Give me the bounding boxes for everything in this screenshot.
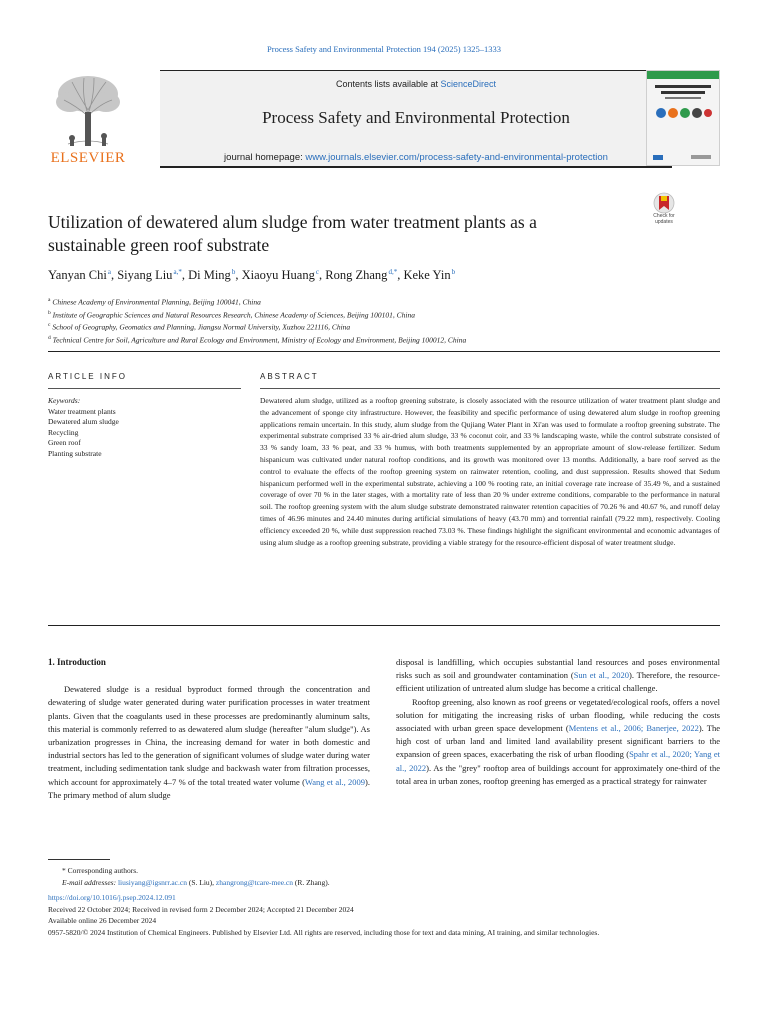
author-name[interactable]: Di Ming [188,268,231,283]
email-link[interactable]: zhangrong@tcare-mee.cn [215,877,293,887]
affiliation-text: Technical Centre for Soil, Agriculture and Rural Ecology and Environment, Ministry of Ecology and Environment, Beijing 100012, China [52,335,467,344]
author-affiliation-marker[interactable]: d,* [388,268,398,276]
journal-homepage [160,152,672,163]
abstract-divider [48,625,720,626]
citation-link[interactable]: Spahr et al., 2020; Yang et al., 2022 [396,749,721,773]
affiliation-text: School of Geography, Geomatics and Planning, Jiangsu Normal University, Xuzhou 221116, China [52,322,351,332]
author-name[interactable]: Siyang Liu [117,268,173,283]
email-addresses [48,877,720,889]
journal-citation-line[interactable]: Process Safety and Environmental Protection 194 (2025) 1325–1333 [267,44,501,54]
footnote-rule [48,859,110,860]
paragraph-text: disposal is landfilling, which occupies substantial land resources and poses environmental risks such as soil and groundwater contamination ( [396,657,720,681]
header-divider [48,351,720,352]
citation-link[interactable]: Wang et al., 2009 [304,776,366,787]
body-paragraph [396,656,720,696]
email-owner: (S. Liu), [186,877,216,887]
author-name[interactable]: Xiaoyu Huang [241,268,315,283]
author-affiliation-marker[interactable]: a,* [173,268,182,276]
homepage-label: journal homepage: [224,152,306,163]
journal-cover-thumbnail[interactable] [646,70,720,166]
journal-name[interactable]: Process Safety and Environmental Protection [262,108,570,127]
keywords-label: Keywords: [48,396,81,405]
citation-link[interactable]: Sun et al., 2020 [573,670,630,681]
check-updates-label: Check for updates [653,213,675,225]
masthead-top-rule [160,70,672,71]
citation-link[interactable]: Mentens et al., 2006; Banerjee, 2022 [568,723,699,734]
affiliation-text: Chinese Academy of Environmental Planning, Beijing 100041, China [52,297,261,307]
author-affiliation-marker[interactable]: b [231,268,236,276]
homepage-link[interactable]: www.journals.elsevier.com/process-safety-and-environmental-protection [305,152,608,163]
doi-link[interactable]: https://doi.org/10.1016/j.psep.2024.12.091 [48,893,176,902]
journal-masthead [48,70,720,166]
contents-availability [160,79,672,89]
check-for-updates-badge[interactable] [646,192,682,232]
affiliation-marker: c [48,322,51,328]
body-paragraph [396,696,720,788]
paragraph-text: Rooftop greening, also known as roof greens or vegetated/ecological roofs, offers a novel solution for mitigating the increasing risks of urban flooding, while reducing the costs associated with urban green space development ( [396,696,720,734]
affiliation-item [48,295,720,308]
corresponding-authors-note: * Corresponding authors. [62,866,139,875]
elsevier-wordmark[interactable]: ELSEVIER [50,150,126,166]
author-name[interactable]: Keke Yin [403,268,451,283]
body-paragraph [48,683,370,802]
article-title: Utilization of dewatered alum sludge from water treatment plants as a sustainable green roof substrate [48,212,537,255]
abstract-rule [260,388,720,389]
paragraph-text: ). As the "grey" rooftop area of buildings account for approximately one-third of the total area in urban zones, rooftop greening has emerged as a practical strategy for rainwater [396,762,720,786]
affiliation-list [48,295,720,345]
email-label: E-mail addresses: [62,877,118,887]
keywords-block [48,396,241,459]
footnotes [48,865,720,938]
paragraph-text: ). The primary method of alum sludge [48,776,370,800]
keyword-item: Recycling [48,427,79,437]
abstract-heading: ABSTRACT [260,372,319,381]
bookmark-icon [646,192,682,214]
author-affiliation-marker[interactable]: c [315,268,320,276]
paragraph-text: Dewatered sludge is a residual byproduct formed through the concentration and dewatering of sludge water generated during water purification processes in water treatment plants. Given that the coagulants used in these processes are predominantly aluminum salts, this material is commonly referred to as dewatered alum sludge (hereafter "alum sludge"). As urbanization progresses in China, the increasing demand for water in both domestic and industrial sectors has led to the generation of significant volumes of sludge water during water treatment, including sedimentation tank sludge and backwash water from filtration processes, which account for approximately 4–7 % of the total treated water volume ( [48,684,370,787]
email-link[interactable]: liusiyang@igsnrr.ac.cn [117,877,187,887]
article-info-heading: ARTICLE INFO [48,372,127,381]
author-list: Yanyan Chi $^a$, Siyang Liu $^{a,*}$, Di Ming $^b$, Xiaoyu Huang $^c$, Rong Zhang $^{d,*}$, Keke Yin $^b$ [48,268,456,283]
masthead-bottom-rule [160,166,672,168]
affiliation-item [48,308,720,321]
email-owner: (R. Zhang). [293,877,330,887]
paragraph-text: ). The high cost of urban land and limited land availability present significant barriers to the expansion of green spaces, exacerbating the risk of urban flooding ( [396,723,720,760]
affiliation-item [48,333,720,346]
masthead-banner [160,70,672,166]
paragraph-text: ). Therefore, the resource-efficient utilization of untreated alum sludge has become a critical challenge. [396,670,721,694]
copyright-notice: 0957-5820/© 2024 Institution of Chemical Engineers. Published by Elsevier Ltd. All rights are reserved, including those for text and data mining, AI training, and similar technologies. [48,927,600,937]
contents-prefix: Contents lists available at [335,79,441,89]
article-info-rule [48,388,241,389]
introduction-heading: 1. Introduction [48,657,106,667]
keyword-item: Green roof [48,438,81,447]
abstract-body: Dewatered alum sludge, utilized as a rooftop greening substrate, is closely associated with the resource utilization of water treatment plant sludge and the advancement of sponge city infrastructure. However, the feasibility and specific performance of using dewatered alum sludge in rooftop greening applications remain uncertain. In this study, alum sludge from the Qujiang Water Plant in Xi'an was used to formulate a rooftop greening substrate. The experimental substrate comprised 33 % air-dried alum sludge, 33 % coconut coir, and 33 % landscaping waste, while the control substrate consisted of 33 % sandy loam, 33 % peat, and 33 % humus, with both treatments supplemented by an appropriate amount of slow-release fertilizer. Sedum hispanicum was cultivated under natural rooftop conditions, and its growth was monitored over 13 months. Additionally, a bare roof served as the control to evaluate the effects of the rooftop greening system on rainwater retention, cooling, and dust suppression. Results showed that Sedum hispanicum performed well in the experimental substrate, achieving a 100 % rooting rate, an initial coverage rate increase of 35.49 %, and a sustained coverage of over 70 % in the later stages, with a mortality rate of less than 20 % under extreme conditions, comparable to the performance in natural soil. The rooftop greening system with the alum sludge substrate demonstrated rainwater retention capacities of 70.26 % and 40.67 %, and runoff delay times of 46.96 minutes and 24.40 minutes during artificial simulations of heavy (43.70 mm) and torrential rainfall (79.22 mm), respectively. Cooling efficiency exceeded 20 %, while dust suppression reached 73.03 %. These findings highlight the significant environmental and economic advantages of using alum sludge as a rooftop greening substrate, providing a viable strategy for the resource-efficient disposal of water treatment sludge. [260,396,720,547]
keyword-item: Planting substrate [48,448,102,458]
affiliation-marker: a [48,297,51,303]
affiliation-text: Institute of Geographic Sciences and Natural Resources Research, Chinese Academy of Sciences, Beijing 100101, China [52,310,415,319]
affiliation-marker: d [48,334,51,341]
keyword-item: Water treatment plants [48,406,116,416]
body-column-right [396,656,720,788]
affiliation-item [48,320,720,333]
author-name[interactable]: Rong Zhang [325,268,388,283]
affiliation-marker: b [48,309,51,316]
author-affiliation-marker[interactable]: a [107,268,111,276]
available-online-date: Available online 26 December 2024 [48,916,157,925]
received-dates: Received 22 October 2024; Received in revised form 2 December 2024; Accepted 21 December 2024 [48,904,354,914]
author-affiliation-marker[interactable]: b [451,268,456,276]
sciencedirect-link[interactable]: ScienceDirect [440,79,497,89]
author-name[interactable]: Yanyan Chi [48,268,107,283]
body-column-left [48,656,370,802]
keyword-item: Dewatered alum sludge [48,417,119,426]
